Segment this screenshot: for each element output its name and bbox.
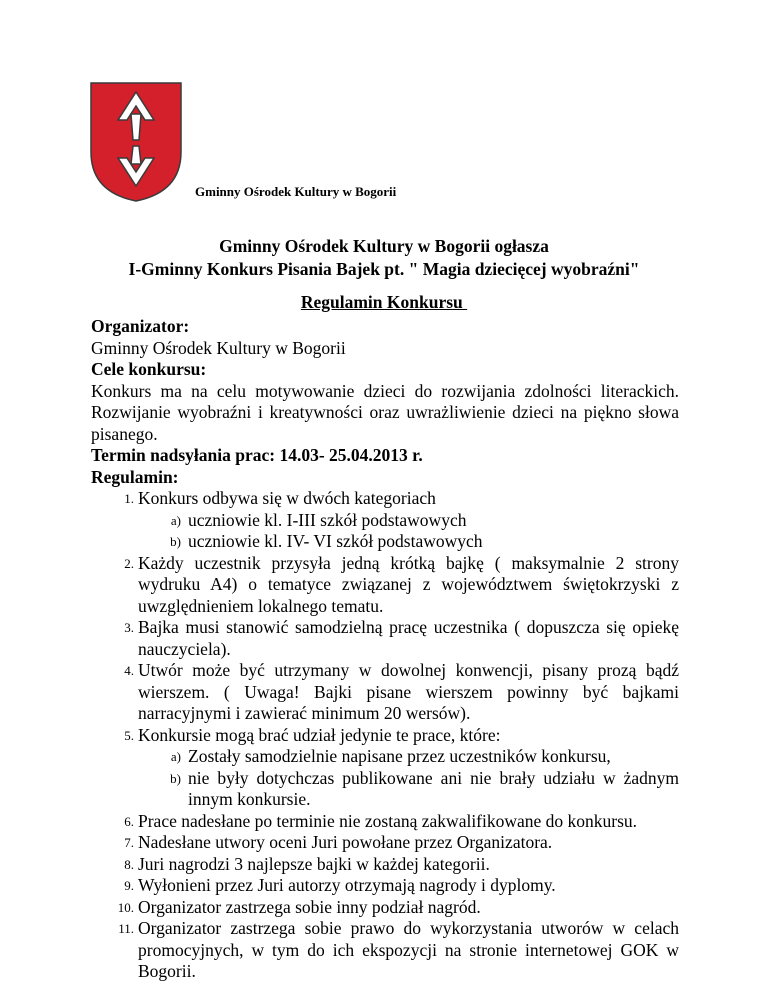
announcement-title: I-Gminny Konkurs Pisania Bajek pt. " Magia dziecięcej wyobraźni": [128, 259, 640, 279]
rule-number: 3.: [124, 620, 134, 635]
rule-text: Konkursie mogą brać udział jedynie te prace, które:: [138, 724, 501, 745]
goals-text: Konkurs ma na celu motywowanie dzieci do rozwijania zdolności literackich. Rozwijanie wyobraźni i kreatywności oraz uwrażliwienie dzieci na piękno słowa pisanego.: [91, 380, 679, 444]
document-body: [91, 316, 679, 983]
rule-subitem: [91, 510, 679, 532]
rules-label: Regulamin:: [91, 466, 179, 487]
subitem-text: uczniowie kl. I-III szkół podstawowych: [188, 509, 467, 530]
rule-number: 10.: [117, 899, 134, 915]
rule-text: Utwór może być utrzymany w dowolnej konwencji, pisany prozą bądź wierszem. ( Uwaga! Bajki pisane wierszem powinny być bajkami narracyjnymi i zawierać minimum 20 wersów).: [138, 660, 679, 723]
rule-item: [91, 725, 679, 747]
rule-item: [91, 488, 679, 510]
rule-text: Organizator zastrzega sobie prawo do wykorzystania utworów w celach promocyjnych, w tym do ich ekspozycji na stronie internetowej GOK w Bogorii.: [138, 918, 679, 981]
header-organization: Gminny Ośrodek Kultury w Bogorii: [195, 184, 397, 199]
rule-text: Każdy uczestnik przysyła jedną krótką bajkę ( maksymalnie 2 strony wydruku A4) o tematyce związanej z województwem świętokrzyski z uwzględnieniem lokalnego tematu.: [138, 552, 679, 616]
rule-text: Nadesłane utwory oceni Juri powołane przez Organizatora.: [138, 832, 553, 852]
rule-item: [91, 875, 679, 897]
announcement-line-1: Gminny Ośrodek Kultury w Bogorii ogłasza: [219, 236, 549, 256]
rule-number: 11.: [118, 921, 134, 936]
rule-number: 2.: [124, 555, 134, 571]
subitem-text: nie były dotychczas publikowane ani nie brały udziału w żadnym innym konkursie.: [188, 767, 679, 809]
rule-item: [91, 854, 679, 876]
subitem-letter: b): [170, 770, 181, 786]
rule-text: Wyłonieni przez Juri autorzy otrzymają nagrody i dyplomy.: [138, 875, 556, 895]
rule-text: Juri nagrodzi 3 najlepsze bajki w każdej kategorii.: [138, 853, 490, 874]
rule-number: 4.: [124, 663, 134, 678]
rule-text: Organizator zastrzega sobie inny podział nagród.: [138, 896, 481, 917]
rule-number: 6.: [124, 813, 134, 829]
subitem-letter: a): [170, 512, 181, 528]
subitem-letter: b): [170, 534, 181, 549]
rule-number: 9.: [124, 878, 134, 893]
rule-item: [91, 660, 679, 725]
rule-item: [91, 897, 679, 919]
goals-label: Cele konkursu:: [91, 359, 207, 379]
rule-item: [91, 918, 679, 983]
rule-number: 5.: [124, 727, 134, 743]
rule-item: [91, 811, 679, 833]
coat-of-arms-icon: [88, 80, 184, 204]
rule-text: Bajka musi stanowić samodzielną pracę uczestnika ( dopuszcza się opiekę nauczyciela).: [138, 617, 679, 659]
subitem-text: Zostały samodzielnie napisane przez uczestników konkursu,: [188, 746, 611, 766]
deadline: Termin nadsyłania prac: 14.03- 25.04.2013 r.: [91, 445, 423, 465]
rule-subitem: [91, 746, 679, 768]
rule-text: Konkurs odbywa się w dwóch kategoriach: [138, 488, 436, 508]
subitem-letter: a): [170, 749, 181, 764]
rule-text: Prace nadesłane po terminie nie zostaną zakwalifikowane do konkursu.: [138, 810, 638, 831]
rule-item: [91, 617, 679, 660]
subitem-text: uczniowie kl. IV- VI szkół podstawowych: [188, 531, 483, 551]
rule-number: 8.: [124, 856, 134, 872]
rule-item: [91, 832, 679, 854]
rule-subitem: [91, 768, 679, 811]
rule-number: 7.: [124, 835, 134, 850]
rules-list: [91, 488, 679, 983]
rule-item: [91, 553, 679, 618]
rule-subitem: [91, 531, 679, 553]
regulations-title: Regulamin Konkursu: [300, 292, 468, 312]
rule-number: 1.: [124, 491, 134, 506]
organizer-label: Organizator:: [91, 316, 190, 336]
organizer-value: Gminny Ośrodek Kultury w Bogorii: [91, 337, 346, 358]
